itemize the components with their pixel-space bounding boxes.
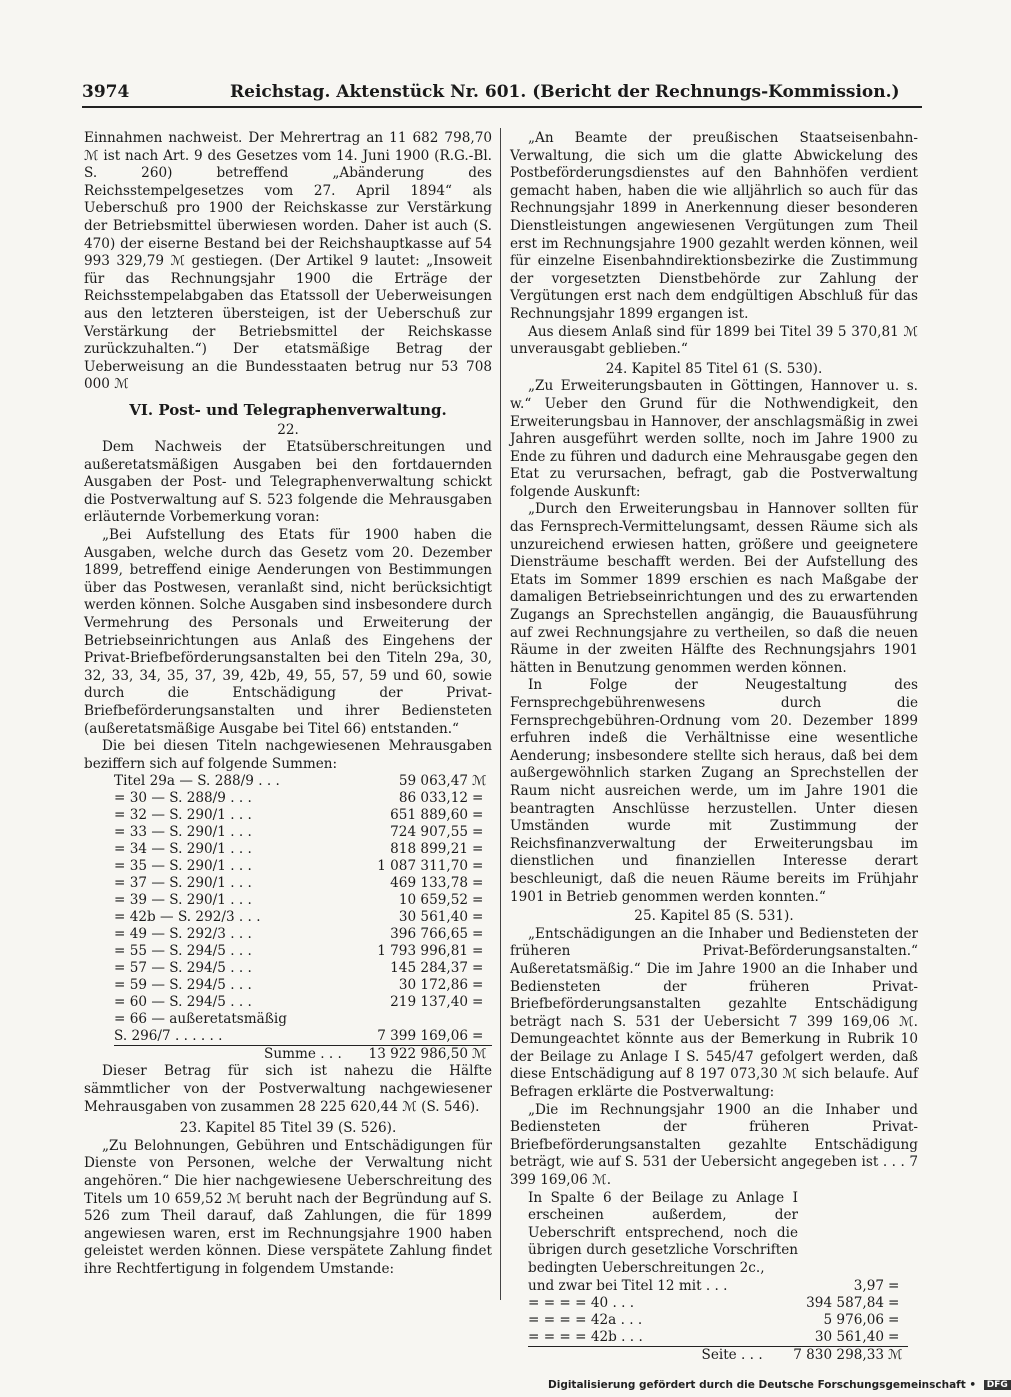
table-row (114, 892, 492, 909)
row-unit: = (472, 943, 484, 960)
row-value (360, 1011, 468, 1028)
row-label: = = = = 42a . . . (528, 1311, 643, 1328)
table-row (114, 943, 492, 960)
row-label: = 34 — S. 290/1 . . . (114, 841, 252, 858)
table-row (114, 841, 492, 858)
row-value: 30 561,40 (814, 1328, 884, 1345)
expenses-table (114, 773, 492, 1063)
table-row (114, 994, 492, 1011)
row-value: 724 907,55 (390, 824, 468, 841)
row-label: = 30 — S. 288/9 . . . (114, 790, 252, 807)
table-row (114, 1011, 492, 1028)
row-value: 10 659,52 (398, 892, 468, 909)
subsection-heading: 24. Kapitel 85 Titel 61 (S. 530). (605, 360, 823, 377)
row-unit: = (888, 1294, 900, 1311)
seite-label: Seite . . . (701, 1346, 763, 1363)
paragraph: In Spalte 6 der Beilage zu Anlage I erscheinen außerdem, der Ueberschrift entsprechend, noch die übrigen durch gesetzliche Vorschriften bedingten Ueberschreitungen 2c., (528, 1189, 798, 1276)
row-label: = 32 — S. 290/1 . . . (114, 807, 252, 824)
row-unit: = (888, 1328, 900, 1345)
row-value: 219 137,40 (390, 994, 468, 1011)
seite-value: 7 830 298,33 (793, 1346, 884, 1363)
section-heading: VI. Post- und Telegraphenverwaltung. (129, 400, 447, 419)
row-label: = 37 — S. 290/1 . . . (114, 875, 252, 892)
paragraph: Einnahmen nachweist. Der Mehrertrag an 11 682 798,70 ℳ ist nach Art. 9 des Gesetzes vom 14. Juni 1900 (R.G.-Bl. S. 260) betreffend „Abänderung des Reichsstempelgesetzes vom 27. April 1894“ als Ueberschuß pro 1900 der Reichskasse zur Verstärkung der Betriebsmittel überwiesen worden. Daher ist auch (S. 470) der eiserne Bestand bei der Reichshauptkasse auf 54 993 329,79 ℳ gestiegen. (Der Artikel 9 lautet: „Insoweit für das Rechnungsjahr 1900 die Erträge der Reichsstempelabgaben das Etatssoll der Ueberweisungen aus den letzteren übersteigen, ist der Ueberschuß zur Verstärkung der Betriebsmittel der Reichskasse zurückzuhalten.“) Der etatsmäßige Betrag der Ueberweisung an die Bundesstaaten betrug nur 53 708 000 ℳ (84, 130, 492, 393)
row-label: Titel 29a — S. 288/9 . . . (114, 773, 280, 790)
table-row (114, 773, 492, 790)
row-label: und zwar bei Titel 12 mit . . . (528, 1277, 728, 1294)
paragraph: Dem Nachweis der Etatsüberschreitungen und außeretatsmäßigen Ausgaben bei den fortdauernden Ausgaben der Post- und Telegraphenverwaltung schickt die Postverwaltung auf S. 523 folgende die Mehrausgaben erläuternde Vorbemerkung voran: (84, 439, 492, 526)
row-label: S. 296/7 . . . . . . (114, 1028, 223, 1045)
row-label: = 66 — außeretatsmäßig (114, 1011, 287, 1028)
row-value: 145 284,37 (390, 960, 468, 977)
row-unit: ℳ (472, 773, 487, 790)
row-value: 5 976,06 (823, 1311, 884, 1328)
row-value: 59 063,47 (398, 773, 468, 790)
row-unit: = (472, 841, 484, 858)
seite-unit: ℳ (888, 1346, 903, 1363)
row-unit: = (472, 858, 484, 875)
row-label: = 33 — S. 290/1 . . . (114, 824, 252, 841)
table-row (528, 1278, 908, 1295)
row-value: 30 172,86 (398, 977, 468, 994)
row-value: 651 889,60 (390, 807, 468, 824)
row-label: = 57 — S. 294/5 . . . (114, 960, 252, 977)
footer-text: Digitalisierung gefördert durch die Deutsche Forschungsgemeinschaft • (548, 1379, 977, 1391)
subsection-heading: 23. Kapitel 85 Titel 39 (S. 526). (179, 1120, 397, 1137)
row-unit: = (472, 994, 484, 1011)
row-unit: = (472, 892, 484, 909)
table-row (114, 790, 492, 807)
row-value: 86 033,12 (398, 790, 468, 807)
table-row (114, 977, 492, 994)
seite-row (528, 1346, 908, 1364)
paragraph: „Zu Belohnungen, Gebühren und Entschädigungen für Dienste von Personen, welche der Verwaltung nicht angehören.“ Die hier nachgewiesene Ueberschreitung des Titels um 10 659,52 ℳ beruht nach der Begründung auf S. 526 zum Theil darauf, daß Zahlungen, die für 1899 angewiesen waren, erst im Rechnungsjahre 1900 haben geleistet werden können. Diese verspätete Zahlung findet ihre Rechtfertigung in folgendem Umstande: (84, 1137, 492, 1277)
page-number: 3974 (82, 82, 130, 102)
footer-credit (548, 1379, 1011, 1391)
row-value: 818 899,21 (390, 841, 468, 858)
overrun-table (528, 1278, 908, 1364)
table-row (114, 1028, 492, 1046)
quoted-paragraph: „Durch den Erweiterungsbau in Hannover sollten für das Fernsprech-Vermittelungsamt, dessen Räume sich als unzureichend erwiesen hatten, größere und geeignetere Diensträume beschafft werden. Bei der Aufstellung des Etats im Sommer 1899 erschien es nach Maßgabe der damaligen Betriebseinrichtungen und des zu erwartenden Zugangs an Sprechstellen angängig, die Bauausführung auf zwei Rechnungsjahre zu vertheilen, so daß die neuen Räume in der zweiten Hälfte des Rechnungsjahrs 1901 hätten in Benutzung genommen werden können. (510, 501, 918, 676)
paragraph: Dieser Betrag für sich ist nahezu die Hälfte sämmtlicher von der Postverwaltung nachgewiesener Mehrausgaben von zusammen 28 225 620,44 ℳ (S. 546). (84, 1063, 492, 1115)
paragraph: „Zu Erweiterungsbauten in Göttingen, Hannover u. s. w.“ Ueber den Grund für die Nothwendigkeit, den Erweiterungsbau in Hannover, der anschlagsmäßig in zwei Jahren ausgeführt werden sollte, noch im Jahre 1900 zu Ende zu führen und dadurch eine Mehrausgabe gegen den Etat zu verursachen, befragt, gab die Postverwaltung folgende Auskunft: (510, 378, 918, 500)
row-value: 469 133,78 (390, 875, 468, 892)
row-unit: = (472, 909, 484, 926)
row-value: 394 587,84 (806, 1294, 884, 1311)
subsection-heading: 25. Kapitel 85 (S. 531). (634, 908, 794, 925)
summe-row (114, 1046, 492, 1064)
header-rule (82, 106, 922, 108)
row-label: = = = = 40 . . . (528, 1294, 635, 1311)
row-value: 1 087 311,70 (377, 858, 468, 875)
paragraph: In Folge der Neugestaltung des Fernsprechgebührenwesens durch die Fernsprechgebühren-Ordnung vom 20. Dezember 1899 erfuhren indeß die Verhältnisse eine wesentliche Aenderung; insbesondere stellte sich heraus, daß bei dem außergewöhnlich starken Zugang an Sprechstellen der Raum nicht ausreichen werde, um im Jahre 1901 die beantragten Anschlüsse herzustellen. Unter diesen Umständen wurde mit Zustimmung der Reichsfinanzverwaltung der Erweiterungsbau im dienstlichen und finanziellen Interesse derart beschleunigt, daß die neuen Räume bereits im Frühjahr 1901 in Betrieb genommen werden konnten.“ (510, 677, 918, 905)
table-row (114, 807, 492, 824)
table-row (114, 824, 492, 841)
table-row (528, 1312, 908, 1329)
row-unit: = (472, 824, 484, 841)
row-label: = 42b — S. 292/3 . . . (114, 909, 261, 926)
page-title: Reichstag. Aktenstück Nr. 601. (Bericht der Rechnungs-Kommission.) (230, 82, 900, 102)
table-row (114, 875, 492, 892)
row-unit: = (472, 977, 484, 994)
row-unit: = (472, 926, 484, 943)
row-value: 7 399 169,06 (377, 1028, 468, 1045)
row-label: = 39 — S. 290/1 . . . (114, 892, 252, 909)
paragraph: Aus diesem Anlaß sind für 1899 bei Titel 39 5 370,81 ℳ unverausgabt geblieben.“ (510, 323, 918, 358)
row-label: = = = = 42b . . . (528, 1328, 643, 1345)
row-value: 30 561,40 (398, 909, 468, 926)
row-unit: = (472, 960, 484, 977)
table-row (114, 926, 492, 943)
summe-unit: ℳ (472, 1046, 487, 1063)
summe-value: 13 922 986,50 (368, 1046, 468, 1063)
left-column (84, 130, 492, 1279)
row-label: = 35 — S. 290/1 . . . (114, 858, 252, 875)
row-unit: = (888, 1311, 900, 1328)
row-unit: = (472, 1028, 484, 1045)
paragraph: „Entschädigungen an die Inhaber und Bediensteten der früheren Privat-Beförderungsanstalten.“ Außeretatsmäßig.“ Die im Jahre 1900 an die Inhaber und Bediensteten der früheren Privat-Briefbeförderungsanstalten gezahlte Entschädigung beträgt nach S. 531 der Uebersicht 7 399 169,06 ℳ. Demungeachtet könnte aus der Bemerkung in Rubrik 10 der Beilage zu Anlage I S. 545/47 gefolgert werden, daß diese Entschädigung auf 8 197 073,30 ℳ sich belaufe. Auf Befragen erklärte die Postverwaltung: (510, 925, 918, 1101)
row-unit: = (472, 807, 484, 824)
quoted-paragraph: „An Beamte der preußischen Staatseisenbahn-Verwaltung, die sich um die glatte Abwickelung des Postbeförderungsdienstes auf den Bahnhöfen verdient gemacht haben, haben die wie alljährlich so auch für das Rechnungsjahr 1899 in Anerkennung dieser besonderen Dienstleistungen angewiesenen Vergütungen zum Theil erst im Rechnungsjahre 1900 gezahlt werden können, weil für einzelne Eisenbahndirektionsbezirke die Zustimmung der vorgesetzten Dienstbehörde zur Zahlung der Vergütungen erst nach dem endgültigen Abschluß für das Rechnungsjahr 1899 ergangen ist. (510, 130, 918, 322)
table-row (528, 1295, 908, 1312)
table-row (114, 960, 492, 977)
column-divider (500, 128, 501, 1300)
table-row (114, 858, 492, 875)
table-row (528, 1329, 908, 1347)
dfg-logo: DFG (984, 1380, 1011, 1390)
row-label: = 55 — S. 294/5 . . . (114, 943, 252, 960)
right-column (510, 130, 918, 1364)
row-value: 3,97 (853, 1277, 884, 1294)
row-unit: = (888, 1277, 900, 1294)
paragraph: Die bei diesen Titeln nachgewiesenen Mehrausgaben beziffern sich auf folgende Summen: (84, 738, 492, 772)
row-label: = 59 — S. 294/5 . . . (114, 977, 252, 994)
row-label: = 49 — S. 292/3 . . . (114, 926, 252, 943)
quoted-paragraph: „Bei Aufstellung des Etats für 1900 haben die Ausgaben, welche durch das Gesetz vom 20. Dezember 1899, betreffend einige Aenderungen von Bestimmungen über das Postwesen, veranlaßt sind, nicht berücksichtigt werden können. Solche Ausgaben sind insbesondere durch Vermehrung des Personals und Erweiterung der Betriebseinrichtungen aus Anlaß des Eingehens der Privat-Briefbeförderungsanstalten bei den Titeln 29a, 30, 32, 33, 34, 35, 37, 39, 42b, 49, 55, 57, 59 und 60, sowie durch die Entschädigung der Privat-Briefbeförderungsanstalten und ihrer Bediensteten (außeretatsmäßige Ausgabe bei Titel 66) entstanden.“ (84, 527, 492, 737)
summe-label: Summe . . . (264, 1046, 342, 1063)
item-number: 22. (277, 421, 299, 438)
row-unit: = (472, 875, 484, 892)
row-label: = 60 — S. 294/5 . . . (114, 994, 252, 1011)
row-value: 1 793 996,81 (377, 943, 468, 960)
row-unit (468, 1011, 492, 1028)
quoted-paragraph: „Die im Rechnungsjahr 1900 an die Inhaber und Bediensteten der früheren Privat-Briefbeförderungsanstalten gezahlte Entschädigung beträgt, wie auf S. 531 der Uebersicht angegeben ist . . . 7 399 169,06 ℳ. (510, 1101, 918, 1189)
table-row (114, 909, 492, 926)
row-value: 396 766,65 (390, 926, 468, 943)
row-unit: = (472, 790, 484, 807)
